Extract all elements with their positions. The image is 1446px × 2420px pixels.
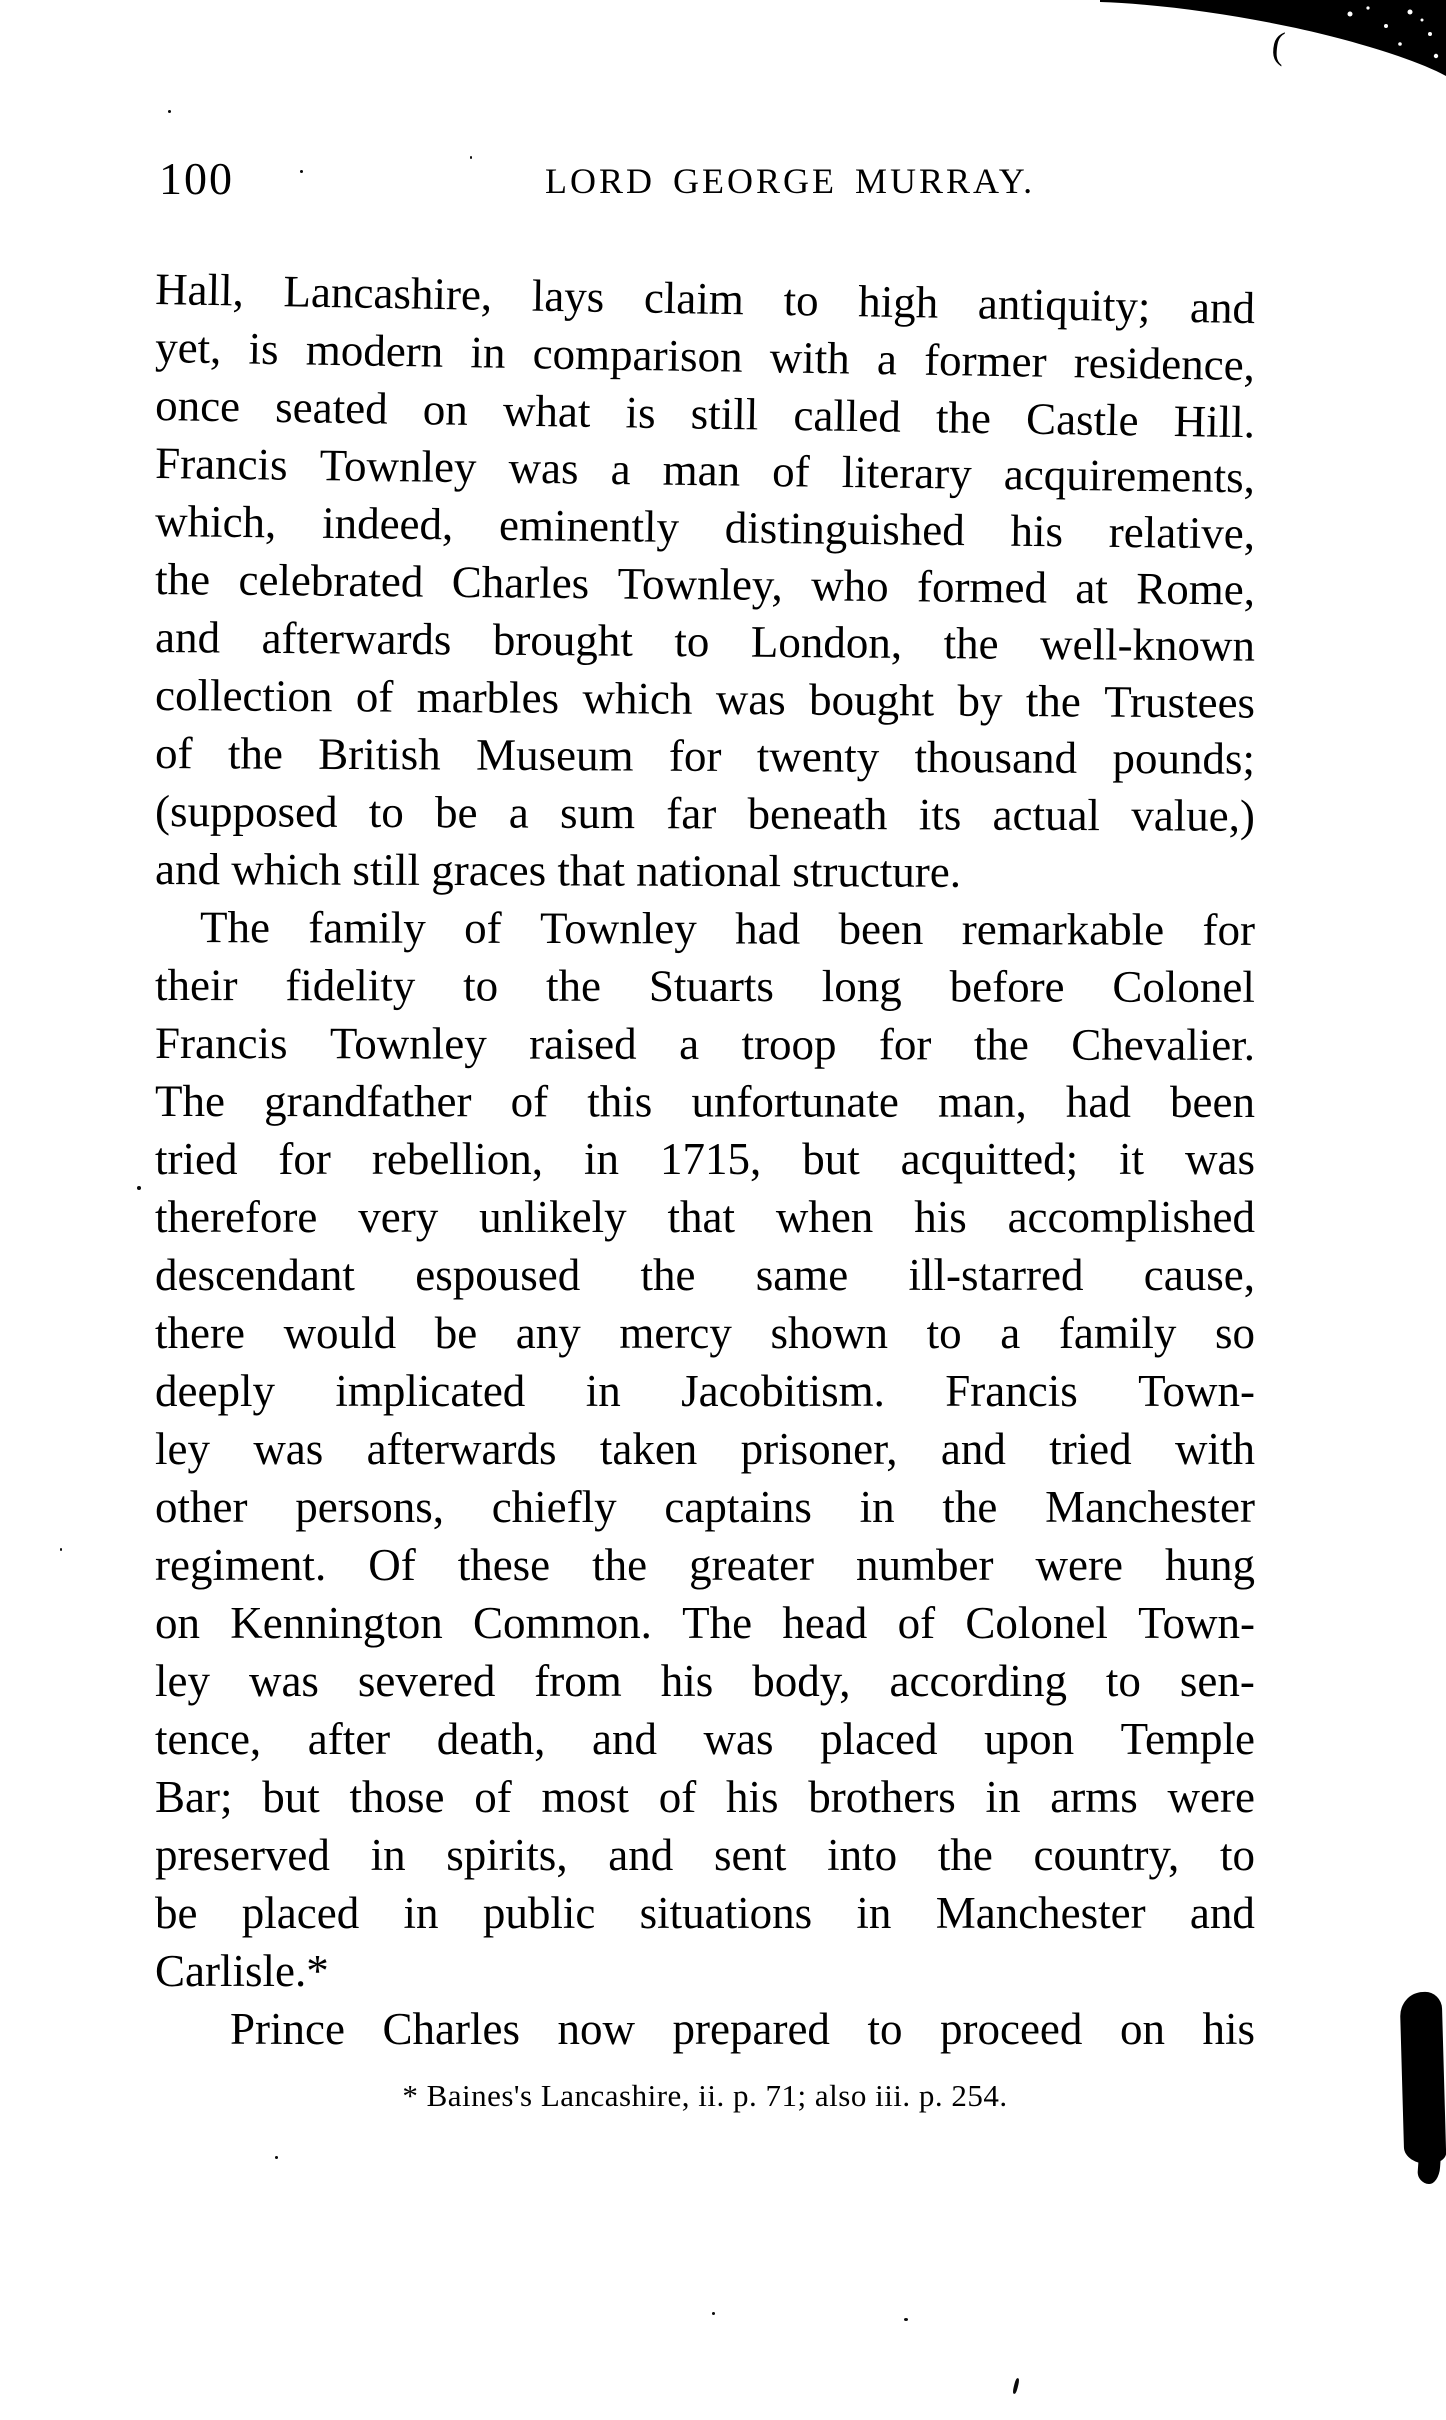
text-line: ley was afterwards taken prisoner, and tried with bbox=[155, 1424, 1255, 1474]
text-line: which, indeed, eminently distinguished his relative, bbox=[154, 496, 1256, 559]
text-line: deeply implicated in Jacobitism. Francis Town- bbox=[155, 1366, 1255, 1416]
scan-speck bbox=[137, 1186, 141, 1190]
text-line: Carlisle.* bbox=[155, 1946, 329, 1996]
text-line: on Kennington Common. The head of Colonel Town- bbox=[155, 1598, 1255, 1648]
text-line: Bar; but those of most of his brothers in arms were bbox=[155, 1772, 1255, 1822]
scan-speck bbox=[60, 1548, 62, 1551]
text-line: The grandfather of this unfortunate man, had been bbox=[154, 1076, 1256, 1127]
scan-speck bbox=[300, 170, 303, 173]
text-line: and afterwards brought to London, the well-known bbox=[154, 612, 1256, 671]
text-line: Francis Townley raised a troop for the Chevalier. bbox=[154, 1018, 1256, 1070]
text-line: the celebrated Charles Townley, who formed at Rome, bbox=[154, 554, 1256, 615]
text-line: be placed in public situations in Manchester and bbox=[155, 1888, 1255, 1938]
text-line: therefore very unlikely that when his accomplished bbox=[155, 1192, 1255, 1242]
scan-speck bbox=[712, 2312, 715, 2315]
text-line: yet, is modern in comparison with a former residence, bbox=[154, 322, 1256, 391]
page-number: 100 bbox=[159, 153, 234, 204]
text-line: Hall, Lancashire, lays claim to high antiquity; and bbox=[154, 264, 1256, 334]
stray-paren-mark: ( bbox=[1269, 24, 1287, 68]
ink-blot-tail bbox=[1417, 2151, 1441, 2184]
text-line: tried for rebellion, in 1715, but acquitted; it was bbox=[155, 1134, 1255, 1184]
text-line: regiment. Of these the greater number were hung bbox=[155, 1540, 1255, 1590]
text-line: there would be any mercy shown to a family so bbox=[155, 1308, 1255, 1358]
scan-scratch bbox=[1012, 2378, 1020, 2394]
body-lines bbox=[155, 260, 1255, 2058]
page-header bbox=[155, 148, 1257, 202]
text-line: other persons, chiefly captains in the Manchester bbox=[155, 1482, 1255, 1532]
text-line: Prince Charles now prepared to proceed on his bbox=[230, 2004, 1255, 2054]
text-line: tence, after death, and was placed upon Temple bbox=[155, 1714, 1255, 1764]
text-line: (supposed to be a sum far beneath its actual value,) bbox=[154, 786, 1256, 841]
scan-speck bbox=[275, 2156, 278, 2159]
text-line: and which still graces that national structure. bbox=[154, 844, 962, 897]
text-line: descendant espoused the same ill-starred cause, bbox=[155, 1250, 1255, 1300]
text-line: The family of Townley had been remarkable for bbox=[199, 902, 1256, 955]
footnote: * Baines's Lancashire, ii. p. 71; also iii. p. 254. bbox=[402, 2078, 1008, 2113]
text-line: once seated on what is still called the Castle Hill. bbox=[154, 380, 1256, 448]
text-line: collection of marbles which was bought by the Trustees bbox=[154, 670, 1256, 728]
text-line: of the British Museum for twenty thousand pounds; bbox=[154, 728, 1256, 784]
text-line: ley was severed from his body, according to sen- bbox=[155, 1656, 1255, 1706]
scan-speck bbox=[904, 2318, 908, 2321]
text-line: preserved in spirits, and sent into the country, to bbox=[155, 1830, 1255, 1880]
scan-speck bbox=[168, 110, 171, 113]
text-line: their fidelity to the Stuarts long before Colonel bbox=[154, 960, 1255, 1012]
scan-speck bbox=[470, 156, 472, 159]
ink-blot bbox=[1400, 1991, 1446, 2164]
text-line: Francis Townley was a man of literary acquirements, bbox=[154, 438, 1256, 503]
running-title: LORD GEORGE MURRAY. bbox=[545, 161, 1036, 201]
